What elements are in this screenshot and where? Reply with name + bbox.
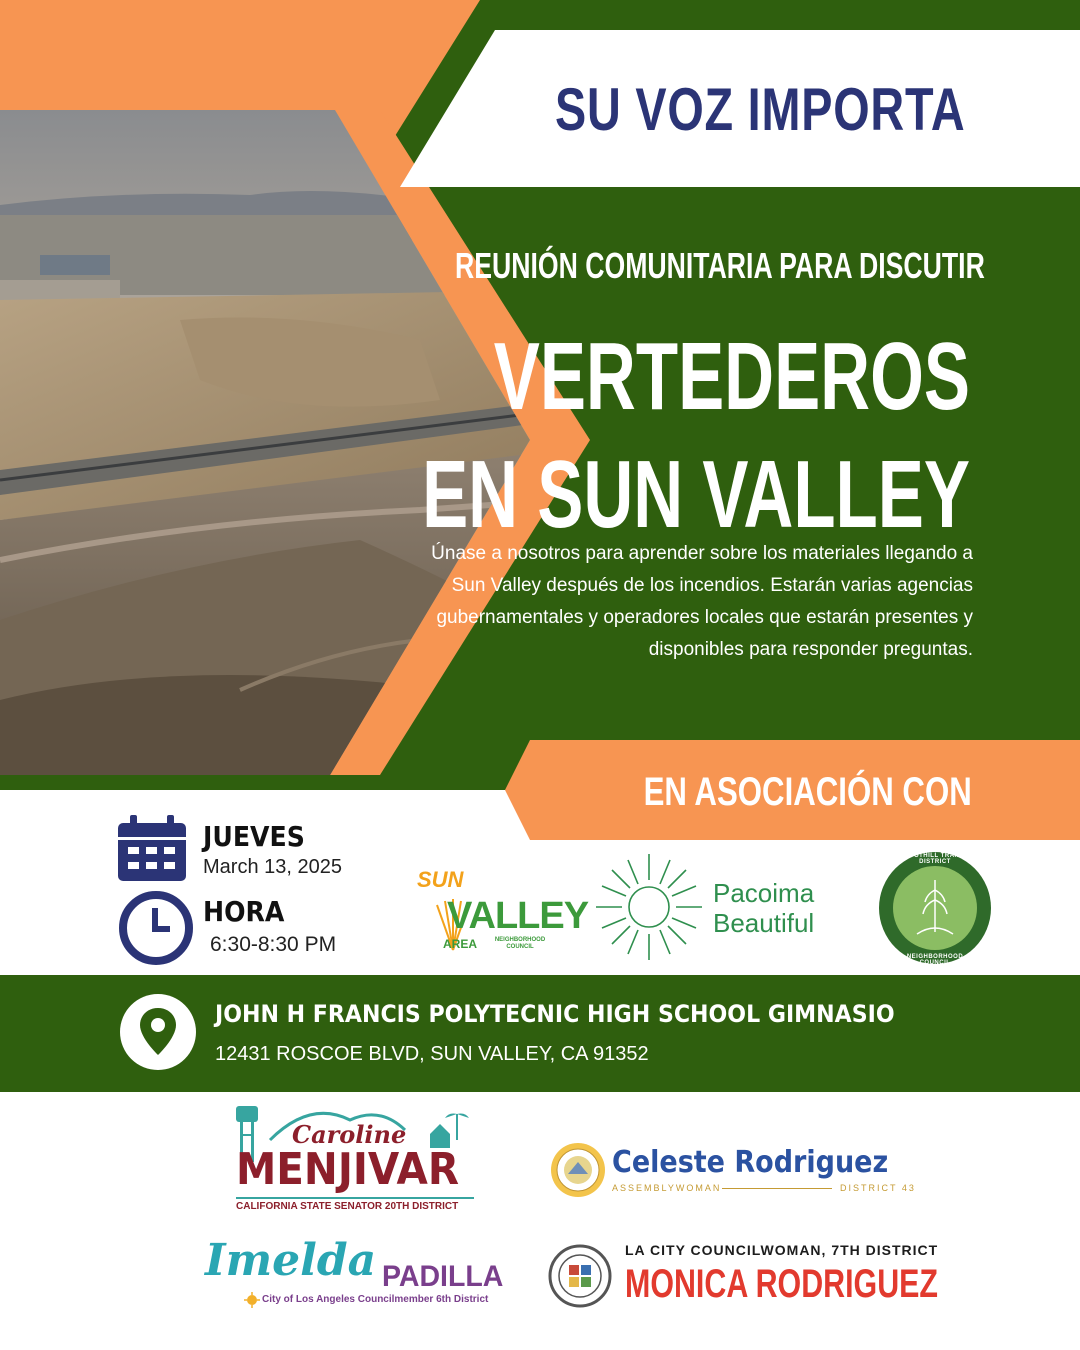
venue-name: JOHN H FRANCIS POLYTECNIC HIGH SCHOOL GIMNASIO [215, 1000, 895, 1028]
assembly-seal-icon [550, 1142, 606, 1198]
time-label: HORA [203, 895, 285, 928]
headline-line-1: VERTEDEROS [493, 323, 970, 430]
imelda-first-name: Imelda [205, 1235, 377, 1286]
foothill-bottom-text: NEIGHBORHOOD COUNCIL [906, 954, 964, 966]
headline-line-2: EN SUN VALLEY [422, 441, 970, 548]
day-label: JUEVES [203, 820, 305, 853]
valley-text: VALLEY [447, 895, 589, 937]
la-city-seal-icon [548, 1244, 612, 1308]
sun-valley-logo [415, 865, 589, 955]
event-date: March 13, 2025 [203, 856, 342, 878]
foothill-top-text: FOOTHILL TRAILS DISTRICT [904, 853, 966, 865]
foothill-trails-logo [877, 850, 993, 966]
menjivar-last-name: MENJIVAR [236, 1144, 460, 1195]
monica-title: LA CITY COUNCILWOMAN, 7TH DISTRICT [625, 1242, 939, 1258]
monica-name: MONICA RODRIGUEZ [625, 1262, 939, 1306]
partnership-label: EN ASOCIACIÓN CON [643, 770, 972, 814]
imelda-last-name: PADILLA [382, 1260, 504, 1293]
page-title: SU VOZ IMPORTA [555, 76, 966, 143]
venue-address: 12431 ROSCOE BLVD, SUN VALLEY, CA 91352 [215, 1043, 649, 1065]
event-description: Únase a nosotros para aprender sobre los materiales llegando a Sun Valley después de los incendios. Estarán varias agencias gubernamentales y operadores locales que estarán presentes y disponibles para responder preguntas. [431, 543, 973, 660]
calendar-icon [116, 815, 188, 883]
pacoima-sun-icon [594, 852, 704, 962]
headline [209, 318, 970, 554]
pacoima-line-1: Pacoima [713, 878, 815, 908]
menjivar-logo [230, 1100, 480, 1212]
pacoima-line-2: Beautiful [713, 908, 815, 938]
event-time: 6:30-8:30 PM [210, 933, 337, 956]
imelda-title: City of Los Angeles Councilmember 6th District [262, 1294, 489, 1305]
sun-text: SUN [417, 867, 464, 892]
menjivar-first-name: Caroline [292, 1120, 407, 1149]
menjivar-title: CALIFORNIA STATE SENATOR 20TH DISTRICT [236, 1197, 474, 1212]
area-text: AREA [443, 937, 478, 951]
celeste-name: Celeste Rodriguez [612, 1145, 889, 1180]
location-pin-icon [118, 992, 198, 1072]
celeste-divider [722, 1188, 832, 1189]
celeste-role: ASSEMBLYWOMAN [612, 1183, 722, 1193]
event-subtitle: REUNIÓN COMUNITARIA PARA DISCUTIR [455, 245, 985, 286]
sun-badge-icon [244, 1292, 260, 1308]
celeste-district: DISTRICT 43 [840, 1183, 916, 1193]
council-text: NEIGHBORHOOD COUNCIL [494, 937, 546, 950]
clock-icon [118, 890, 194, 966]
